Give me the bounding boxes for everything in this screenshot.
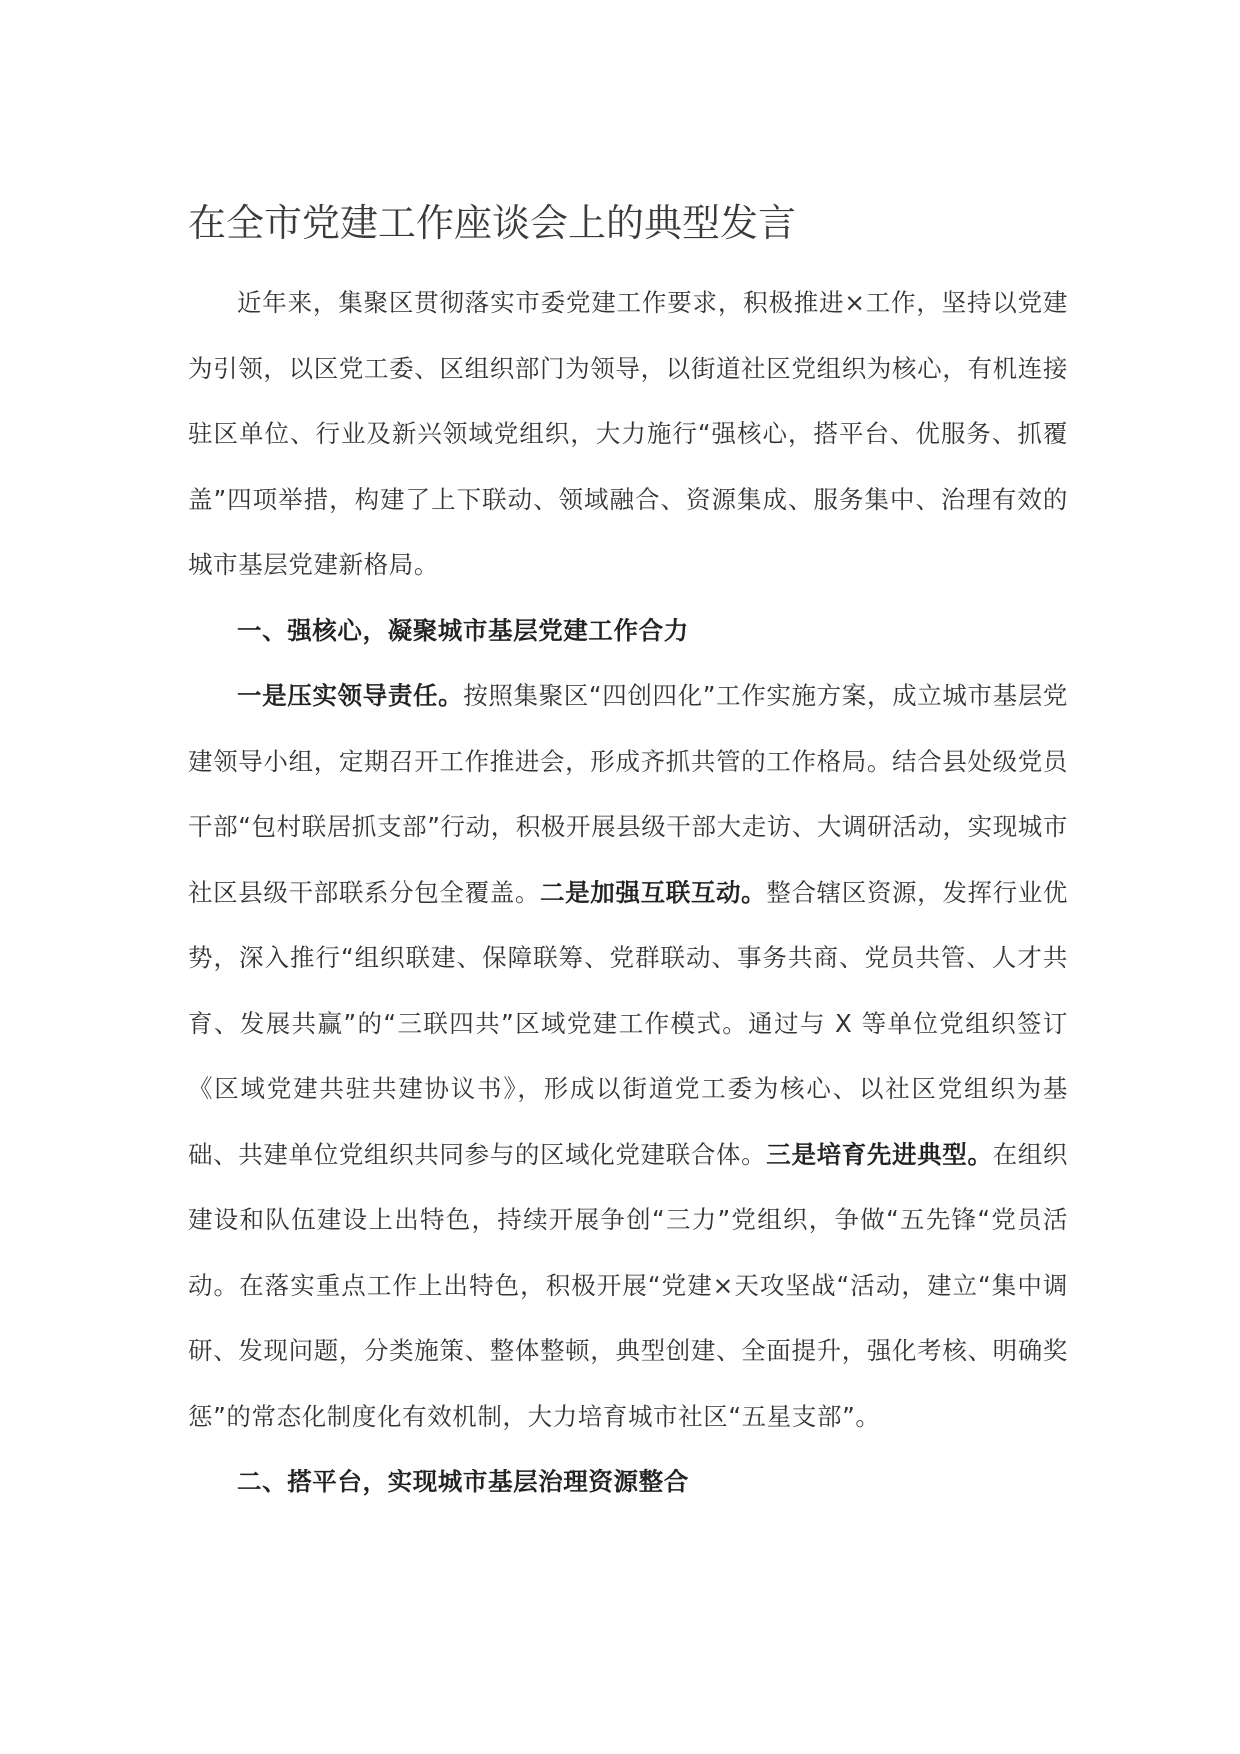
- document-title: 在全市党建工作座谈会上的典型发言: [188, 201, 797, 245]
- intro-paragraph: 近年来，集聚区贯彻落实市委党建工作要求，积极推进×工作，坚持以党建为引领，以区党工委、区组织部门为领导，以街道社区党组织为核心，有机连接驻区单位、行业及新兴领域党组织，大力施行“强核心，搭平台、优服务、抓覆盖”四项举措，构建了上下联动、领域融合、资源集成、服务集中、治理有效的城市基层党建新格局。: [188, 288, 1068, 579]
- section-1-paragraph: [188, 663, 1068, 1449]
- section-1-heading: 一、强核心，凝聚城市基层党建工作合力: [237, 615, 689, 645]
- section-2-heading: 二、搭平台，实现城市基层治理资源整合: [237, 1467, 689, 1496]
- lead-1: 一是压实领导责任。: [237, 681, 464, 710]
- text-2: 整合辖区资源，发挥行业优势，深入推行“组织联建、保障联筹、党群联动、事务共商、党员共管、人才共育、发展共赢”的“三联四共”区域党建工作模式。通过与 X 等单位党组织签订《区域党建共驻共建协议书》，形成以街道党工委为核心、以社区党组织为基础、共建单位党组织共同参与的区域化党建联合体。: [188, 877, 1068, 1169]
- text-1: 按照集聚区“四创四化”工作实施方案，成立城市基层党建领导小组，定期召开工作推进会，形成齐抓共管的工作格局。结合县处级党员干部“包村联居抓支部”行动，积极开展县级干部大走访、大调研活动，实现城市社区县级干部联系分包全覆盖。: [188, 681, 1068, 907]
- document-page: [188, 196, 1068, 1515]
- lead-3: 三是培育先进典型。: [766, 1139, 993, 1169]
- lead-2: 二是加强互联互动。: [540, 877, 767, 907]
- text-3: 在组织建设和队伍建设上出特色，持续开展争创“三力”党组织，争做“五先锋“党员活动。在落实重点工作上出特色，积极开展“党建×天攻坚战“活动，建立“集中调研、发现问题，分类施策、整体整顿，典型创建、全面提升，强化考核、明确奖惩”的常态化制度化有效机制，大力培育城市社区“五星支部”。: [188, 1139, 1068, 1431]
